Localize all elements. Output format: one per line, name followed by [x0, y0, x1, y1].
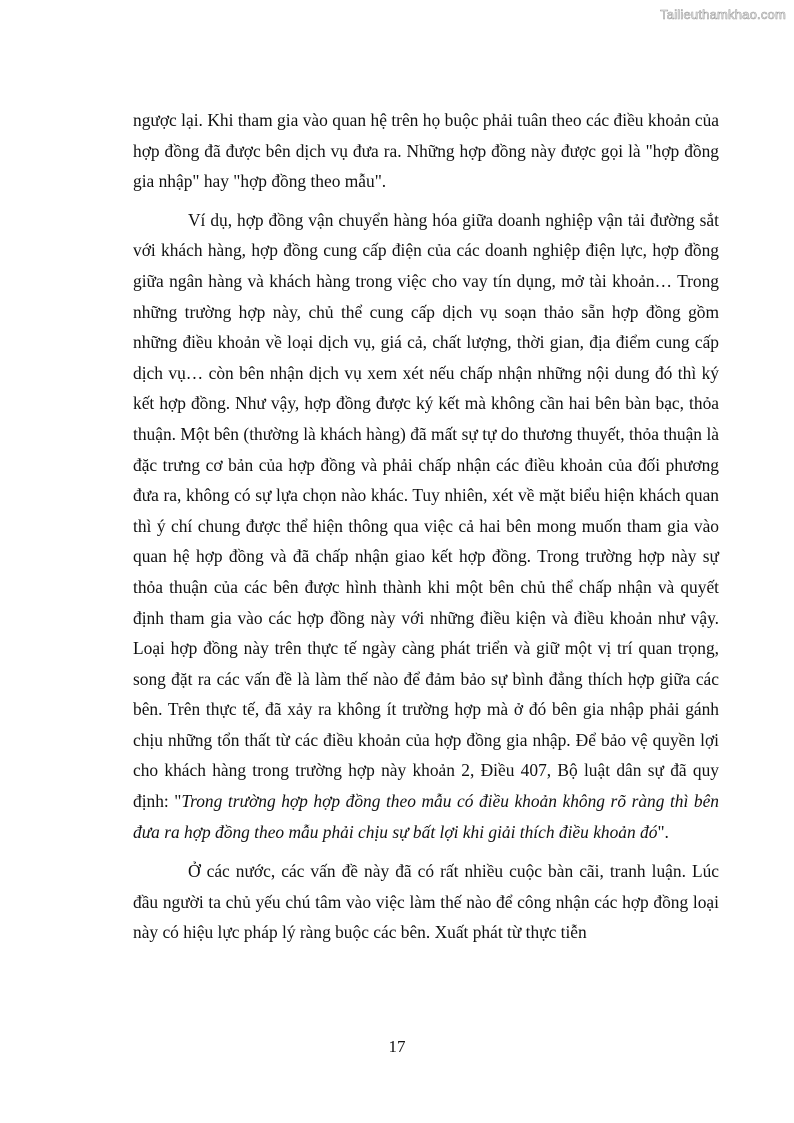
paragraph-1: ngược lại. Khi tham gia vào quan hệ trên họ buộc phải tuân theo các điều khoản của hợp đồng đã được bên dịch vụ đưa ra. Những hợp đồng này được gọi là "hợp đồng gia nhập" hay "hợp đồng theo mẫu". [133, 110, 719, 192]
page-number: 17 [388, 1037, 406, 1056]
paragraph-3: Ở các nước, các vấn đề này đã có rất nhiều cuộc bàn cãi, tranh luận. Lúc đầu người ta chủ yếu chú tâm vào việc làm thế nào để công nhận các hợp đồng loại này có hiệu lực pháp lý ràng buộc các bên. Xuất phát từ thực tiễn [133, 861, 719, 943]
paragraph-2-closing: ". [657, 821, 669, 842]
legal-quote: Trong trường hợp hợp đồng theo mẫu có điều khoản không rõ ràng thì bên đưa ra hợp đồng theo mẫu phải chịu sự bất lợi khi giải thích điều khoản đó [133, 791, 719, 842]
site-watermark: Tailieuthamkhao.com [660, 7, 786, 22]
document-body [133, 105, 719, 955]
paragraph-2 [133, 205, 719, 847]
paragraph-2-text: Ví dụ, hợp đồng vận chuyển hàng hóa giữa doanh nghiệp vận tải đường sắt với khách hàng, hợp đồng cung cấp điện của các doanh nghiệp điện lực, hợp đồng giữa ngân hàng và khách hàng trong việc cho vay tín dụng, mở tài khoản… Trong những trường hợp này, chủ thể cung cấp dịch vụ soạn thảo sẵn hợp đồng gồm những điều khoản về loại dịch vụ, giá cả, chất lượng, thời gian, địa điểm cung cấp dịch vụ… còn bên nhận dịch vụ xem xét nếu chấp nhận những nội dung đó thì ký kết hợp đồng. Như vậy, hợp đồng được ký kết mà không cần hai bên bàn bạc, thỏa thuận. Một bên (thường là khách hàng) đã mất sự tự do thương thuyết, thỏa thuận là đặc trưng cơ bản của hợp đồng và phải chấp nhận các điều khoản của đối phương đưa ra, không có sự lựa chọn nào khác. Tuy nhiên, xét về mặt biểu hiện khách quan thì ý chí chung được thể hiện thông qua việc cả hai bên mong muốn tham gia vào quan hệ hợp đồng và đã chấp nhận giao kết hợp đồng. Trong trường hợp này sự thỏa thuận của các bên được hình thành khi một bên chủ thể chấp nhận và quyết định tham gia vào các hợp đồng này với những điều kiện và điều khoản như vậy. Loại hợp đồng này trên thực tế ngày càng phát triển và giữ một vị trí quan trọng, song đặt ra các vấn đề là làm thế nào để đảm bảo sự bình đẳng thích hợp giữa các bên. Trên thực tế, đã xảy ra không ít trường hợp mà ở đó bên gia nhập phải gánh chịu những tổn thất từ các điều khoản của hợp đồng gia nhập. Để bảo vệ quyền lợi cho khách hàng trong trường hợp này khoản 2, Điều 407, Bộ luật dân sự đã quy định: " [133, 209, 719, 812]
